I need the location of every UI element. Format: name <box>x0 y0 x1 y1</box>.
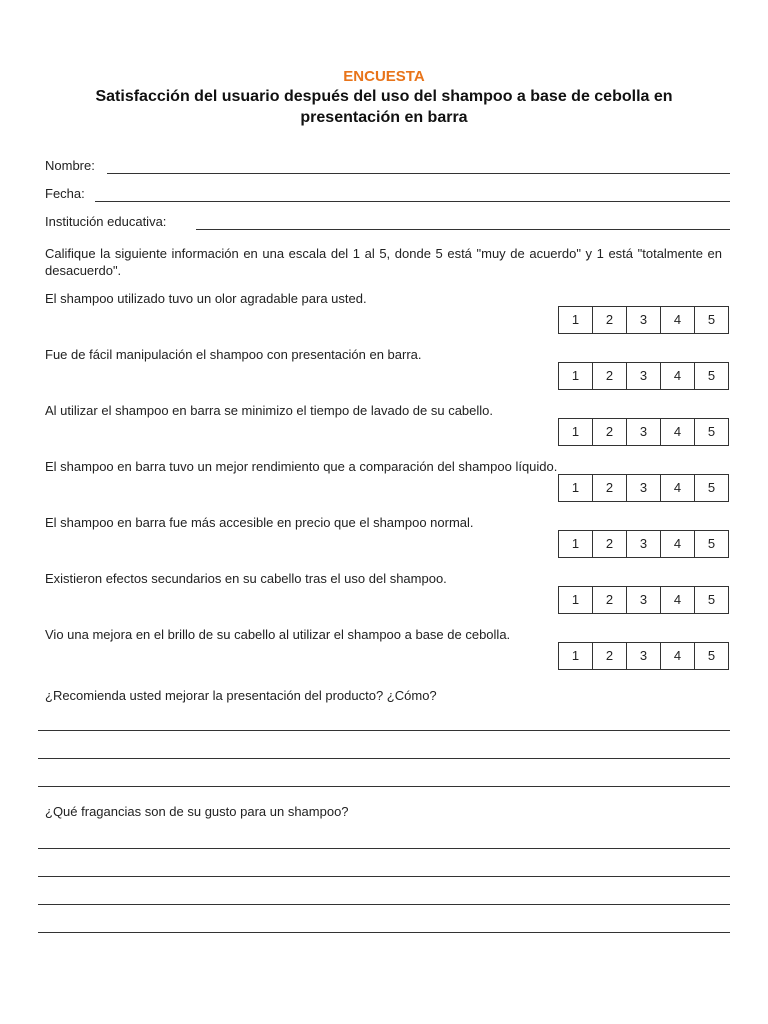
rating-option[interactable]: 5 <box>707 648 716 663</box>
question-3-text: Al utilizar el shampoo en barra se minimizo el tiempo de lavado de su cabello. <box>45 403 494 418</box>
rating-option[interactable]: 4 <box>661 307 695 333</box>
survey-subtitle-line-2: presentación en barra <box>300 109 468 126</box>
rating-option[interactable]: 5 <box>707 424 716 439</box>
rating-option[interactable]: 1 <box>559 531 593 557</box>
question-3-scale[interactable] <box>558 418 729 446</box>
rating-option[interactable]: 3 <box>627 307 661 333</box>
rating-option[interactable]: 1 <box>559 643 593 669</box>
question-2-scale[interactable] <box>558 362 729 390</box>
rating-option[interactable]: 5 <box>707 368 716 383</box>
open-question-1-text: ¿Recomienda usted mejorar la presentación del producto? ¿Cómo? <box>45 688 437 703</box>
rating-option[interactable]: 5 <box>707 312 716 327</box>
rating-option[interactable]: 3 <box>627 475 661 501</box>
answer-line[interactable] <box>38 730 730 731</box>
rating-option[interactable]: 5 <box>707 592 716 607</box>
rating-option[interactable]: 2 <box>593 643 627 669</box>
rating-option[interactable]: 4 <box>661 643 695 669</box>
rating-option[interactable]: 1 <box>559 363 593 389</box>
question-1-scale[interactable] <box>558 306 729 334</box>
answer-line[interactable] <box>38 848 730 849</box>
rating-option[interactable]: 3 <box>627 587 661 613</box>
institution-input-line[interactable] <box>196 229 730 230</box>
rating-option[interactable]: 2 <box>593 475 627 501</box>
rating-option[interactable]: 4 <box>661 531 695 557</box>
survey-header <box>0 67 768 128</box>
question-4-text: El shampoo en barra tuvo un mejor rendimiento que a comparación del shampoo líquido. <box>45 459 558 474</box>
rating-option[interactable]: 2 <box>593 307 627 333</box>
question-4-scale[interactable] <box>558 474 729 502</box>
name-label: Nombre: <box>45 158 95 173</box>
rating-option[interactable]: 5 <box>707 536 716 551</box>
question-5-text: El shampoo en barra fue más accesible en precio que el shampoo normal. <box>45 515 474 530</box>
answer-line[interactable] <box>38 758 730 759</box>
answer-line[interactable] <box>38 904 730 905</box>
survey-title: ENCUESTA <box>343 68 425 85</box>
institution-label: Institución educativa: <box>45 214 167 229</box>
rating-option[interactable]: 4 <box>661 475 695 501</box>
answer-line[interactable] <box>38 786 730 787</box>
question-1-text: El shampoo utilizado tuvo un olor agradable para usted. <box>45 291 367 306</box>
rating-option[interactable]: 1 <box>559 587 593 613</box>
instructions: Califique la siguiente información en una escala del 1 al 5, donde 5 está "muy de acuerdo" y 1 está "totalmente en desacuerdo". <box>45 246 722 278</box>
question-2-text: Fue de fácil manipulación el shampoo con presentación en barra. <box>45 347 422 362</box>
survey-subtitle-line-1: Satisfacción del usuario después del uso del shampoo a base de cebolla en <box>95 88 673 105</box>
rating-option[interactable]: 2 <box>593 531 627 557</box>
question-7-text: Vio una mejora en el brillo de su cabello al utilizar el shampoo a base de cebolla. <box>45 627 511 642</box>
question-7-scale[interactable] <box>558 642 729 670</box>
name-input-line[interactable] <box>107 173 730 174</box>
question-6-scale[interactable] <box>558 586 729 614</box>
question-5-scale[interactable] <box>558 530 729 558</box>
open-question-2-text: ¿Qué fragancias son de su gusto para un shampoo? <box>45 804 349 819</box>
rating-option[interactable]: 5 <box>707 480 716 495</box>
rating-option[interactable]: 3 <box>627 419 661 445</box>
rating-option[interactable]: 4 <box>661 419 695 445</box>
answer-line[interactable] <box>38 932 730 933</box>
date-label: Fecha: <box>45 186 85 201</box>
rating-option[interactable]: 1 <box>559 419 593 445</box>
question-6-text: Existieron efectos secundarios en su cabello tras el uso del shampoo. <box>45 571 447 586</box>
rating-option[interactable]: 1 <box>559 307 593 333</box>
answer-line[interactable] <box>38 876 730 877</box>
rating-option[interactable]: 2 <box>593 419 627 445</box>
rating-option[interactable]: 3 <box>627 531 661 557</box>
rating-option[interactable]: 1 <box>559 475 593 501</box>
rating-option[interactable]: 2 <box>593 363 627 389</box>
date-input-line[interactable] <box>95 201 730 202</box>
rating-option[interactable]: 2 <box>593 587 627 613</box>
rating-option[interactable]: 3 <box>627 643 661 669</box>
rating-option[interactable]: 4 <box>661 587 695 613</box>
rating-option[interactable]: 3 <box>627 363 661 389</box>
rating-option[interactable]: 4 <box>661 363 695 389</box>
